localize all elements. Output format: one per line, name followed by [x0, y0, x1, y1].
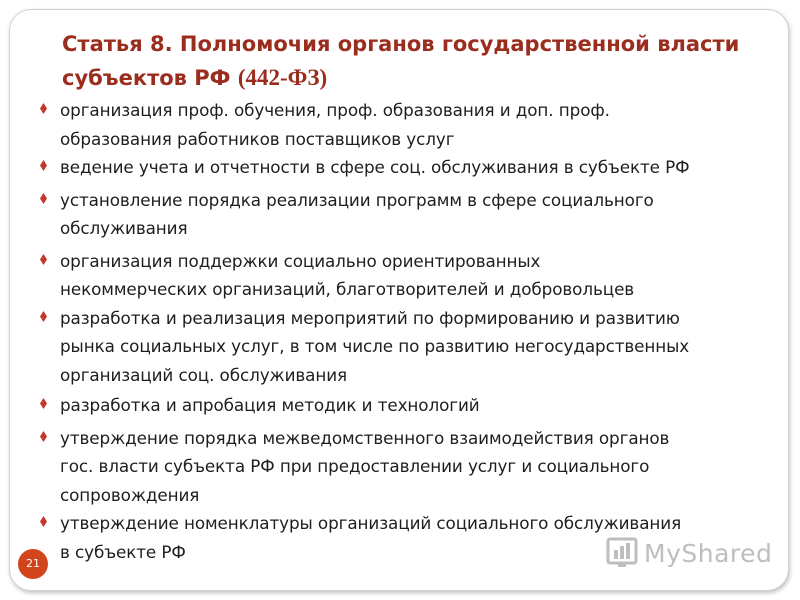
bullet-line: организаций соц. обслуживания: [60, 364, 348, 385]
diamond-bullet-icon: [40, 311, 47, 322]
diamond-bullet-icon: [40, 431, 47, 442]
bullet-line: обслуживания: [60, 218, 188, 238]
list-item: [38, 304, 783, 390]
diamond-bullet-icon: [40, 160, 47, 171]
list-item: [38, 186, 783, 243]
bullet-line: разработка и апробация методик и технологий: [60, 395, 480, 415]
bullet-line: сопровождения: [60, 484, 200, 505]
diamond-bullet-icon: [40, 254, 47, 265]
bullet-line: утверждение порядка межведомственного взаимодействия органов: [60, 427, 670, 448]
bullet-line: организация проф. обучения, проф. образования и доп. проф.: [60, 100, 610, 120]
bullet-line: рынка социальных услуг, в том числе по развитию негосударственных: [60, 336, 690, 356]
bullet-line: организация поддержки социально ориентированных: [60, 250, 541, 271]
list-item: [38, 424, 783, 510]
diamond-bullet-icon: [40, 398, 47, 409]
myshared-logo-icon: [606, 536, 640, 570]
bullet-line: утверждение номенклатуры организаций социального обслуживания: [60, 513, 682, 533]
list-item: [38, 153, 783, 182]
title-line-1: Статья 8. Полномочия органов государственной власти: [62, 32, 740, 56]
bullet-list: [38, 96, 783, 566]
list-item: [38, 391, 783, 420]
diamond-bullet-icon: [40, 193, 47, 204]
bullet-line: разработка и реализация мероприятий по формированию и развитию: [60, 307, 680, 328]
bullet-line: некоммерческих организаций, благотворителей и добровольцев: [60, 279, 635, 299]
diamond-bullet-icon: [40, 516, 47, 527]
bullet-line: гос. власти субъекта РФ при предоставлении услуг и социального: [60, 456, 650, 476]
bullet-line: в субъекте РФ: [60, 541, 186, 562]
list-item: [38, 247, 783, 304]
bullet-line: установление порядка реализации программ в сфере социального: [60, 189, 654, 210]
title-line-2: субъектов РФ: [62, 66, 231, 90]
page-number-badge: 21: [18, 549, 48, 579]
watermark: [606, 536, 772, 570]
bullet-line: ведение учета и отчетности в сфере соц. обслуживания в субъекте РФ: [60, 157, 690, 177]
watermark-text: MyShared: [644, 538, 773, 568]
slide-title: [62, 28, 762, 95]
title-law-reference: (442-ФЗ): [237, 65, 328, 90]
bullet-line: образования работников поставщиков услуг: [60, 128, 455, 149]
diamond-bullet-icon: [40, 103, 47, 114]
list-item: [38, 96, 783, 153]
